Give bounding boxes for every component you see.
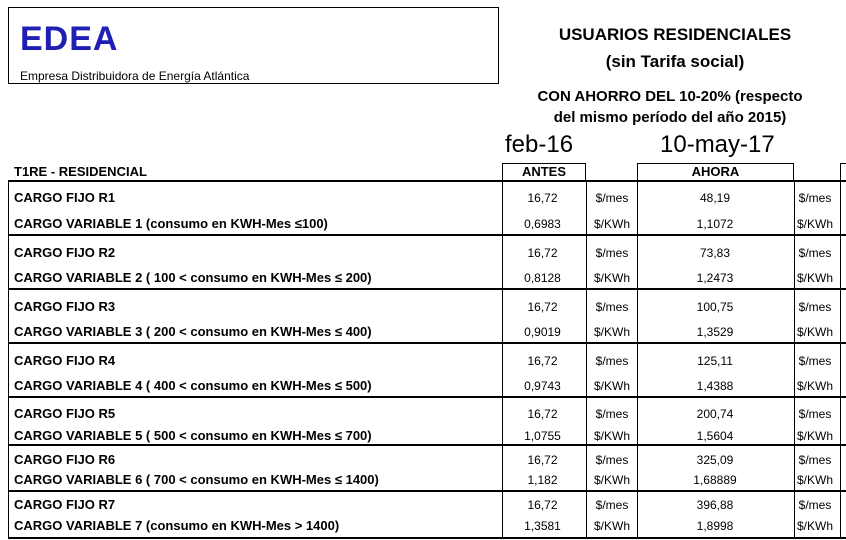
- column-divider: [8, 181, 9, 538]
- title-line-2: (sin Tarifa social): [605, 52, 745, 71]
- column-divider: [637, 181, 638, 538]
- value-antes: 0,6983: [524, 217, 561, 231]
- value-antes: 0,9019: [524, 325, 561, 339]
- unit-ahora: $/mes: [798, 246, 832, 260]
- table-bottom-line: [8, 537, 846, 539]
- value-ahora: 1,3529: [696, 325, 734, 339]
- row-label: CARGO VARIABLE 4 ( 400 < consumo en KWH-Mes ≤ 500): [14, 378, 372, 393]
- unit-antes: $/KWh: [593, 519, 630, 533]
- value-ahora: 100,75: [696, 300, 734, 314]
- value-antes: 16,72: [527, 407, 558, 421]
- value-ahora: 1,5604: [696, 429, 734, 443]
- unit-ahora: $/KWh: [796, 325, 833, 339]
- title-line-1: USUARIOS RESIDENCIALES: [558, 25, 792, 44]
- edea-logo: EDEA: [20, 20, 119, 58]
- page-title: [520, 21, 830, 75]
- value-ahora: 1,68889: [693, 473, 737, 487]
- unit-antes: $/KWh: [593, 271, 630, 285]
- value-ahora: 48,19: [699, 191, 731, 205]
- value-ahora: 1,2473: [696, 271, 734, 285]
- unit-antes: $/KWh: [593, 473, 630, 487]
- unit-antes: $/mes: [595, 191, 629, 205]
- row-label: CARGO VARIABLE 7 (consumo en KWH-Mes > 1400): [14, 518, 340, 533]
- unit-ahora: $/KWh: [796, 271, 833, 285]
- row-label: CARGO FIJO R1: [14, 190, 116, 205]
- group-divider: [8, 490, 846, 492]
- logo-box: [8, 7, 499, 84]
- value-ahora: 1,4388: [696, 379, 734, 393]
- unit-antes: $/KWh: [593, 217, 630, 231]
- value-antes: 16,72: [527, 246, 558, 260]
- row-label: CARGO VARIABLE 6 ( 700 < consumo en KWH-Mes ≤ 1400): [14, 472, 379, 487]
- unit-ahora: $/KWh: [796, 429, 833, 443]
- page-subtitle: [505, 86, 835, 128]
- company-name: Empresa Distribuidora de Energía Atlántica: [20, 69, 250, 83]
- value-ahora: 1,8998: [696, 519, 734, 533]
- value-antes: 16,72: [527, 354, 558, 368]
- unit-antes: $/mes: [595, 498, 629, 512]
- row-label: CARGO VARIABLE 2 ( 100 < consumo en KWH-Mes ≤ 200): [14, 270, 372, 285]
- unit-ahora: $/mes: [798, 498, 832, 512]
- value-antes: 1,182: [527, 473, 558, 487]
- unit-ahora: $/KWh: [796, 519, 833, 533]
- row-label: CARGO FIJO R4: [14, 353, 116, 368]
- value-antes: 16,72: [527, 453, 558, 467]
- unit-antes: $/mes: [595, 407, 629, 421]
- row-label: CARGO VARIABLE 1 (consumo en KWH-Mes ≤100): [14, 216, 328, 231]
- column-divider: [840, 181, 841, 538]
- row-label: CARGO FIJO R3: [14, 299, 116, 314]
- row-label: CARGO FIJO R6: [14, 452, 116, 467]
- row-label: CARGO FIJO R2: [14, 245, 116, 260]
- value-ahora: 396,88: [696, 498, 734, 512]
- column-divider: [502, 181, 503, 538]
- value-ahora: 73,83: [699, 246, 731, 260]
- tariff-label: T1RE - RESIDENCIAL: [14, 164, 147, 179]
- unit-ahora: $/mes: [798, 407, 832, 421]
- column-divider: [586, 181, 587, 538]
- unit-ahora: $/KWh: [796, 379, 833, 393]
- value-ahora: 200,74: [696, 407, 734, 421]
- unit-antes: $/mes: [595, 300, 629, 314]
- unit-ahora: $/mes: [798, 453, 832, 467]
- unit-ahora: $/KWh: [796, 473, 833, 487]
- row-label: CARGO VARIABLE 5 ( 500 < consumo en KWH-Mes ≤ 700): [14, 428, 372, 443]
- row-label: CARGO FIJO R7: [14, 497, 116, 512]
- group-divider: [8, 396, 846, 398]
- value-antes: 16,72: [527, 300, 558, 314]
- unit-antes: $/mes: [595, 453, 629, 467]
- unit-antes: $/KWh: [593, 379, 630, 393]
- column-header-antes: ANTES: [502, 163, 586, 180]
- subtitle-line-1: CON AHORRO DEL 10-20% (respecto: [537, 88, 803, 105]
- value-antes: 0,8128: [524, 271, 561, 285]
- unit-ahora: $/mes: [798, 191, 832, 205]
- value-antes: 1,0755: [524, 429, 561, 443]
- row-label: CARGO FIJO R5: [14, 406, 116, 421]
- value-antes: 1,3581: [524, 519, 561, 533]
- unit-antes: $/mes: [595, 246, 629, 260]
- column-header-ahora: AHORA: [637, 163, 794, 180]
- date-antes: feb-16: [505, 131, 574, 158]
- unit-ahora: $/mes: [798, 354, 832, 368]
- value-ahora: 125,11: [697, 354, 733, 368]
- unit-antes: $/mes: [595, 354, 629, 368]
- value-ahora: 1,1072: [696, 217, 734, 231]
- value-antes: 16,72: [527, 498, 558, 512]
- date-ahora: 10-may-17: [660, 131, 775, 158]
- value-ahora: 325,09: [696, 453, 734, 467]
- group-divider: [8, 444, 846, 446]
- group-divider: [8, 342, 846, 344]
- unit-antes: $/KWh: [593, 429, 630, 443]
- group-divider: [8, 180, 846, 182]
- value-antes: 16,72: [527, 191, 558, 205]
- unit-antes: $/KWh: [593, 325, 630, 339]
- column-header-next: [840, 163, 846, 180]
- group-divider: [8, 234, 846, 236]
- subtitle-line-2: del mismo período del año 2015): [553, 109, 787, 126]
- group-divider: [8, 288, 846, 290]
- row-label: CARGO VARIABLE 3 ( 200 < consumo en KWH-Mes ≤ 400): [14, 324, 372, 339]
- unit-ahora: $/KWh: [796, 217, 833, 231]
- value-antes: 0,9743: [524, 379, 561, 393]
- unit-ahora: $/mes: [798, 300, 832, 314]
